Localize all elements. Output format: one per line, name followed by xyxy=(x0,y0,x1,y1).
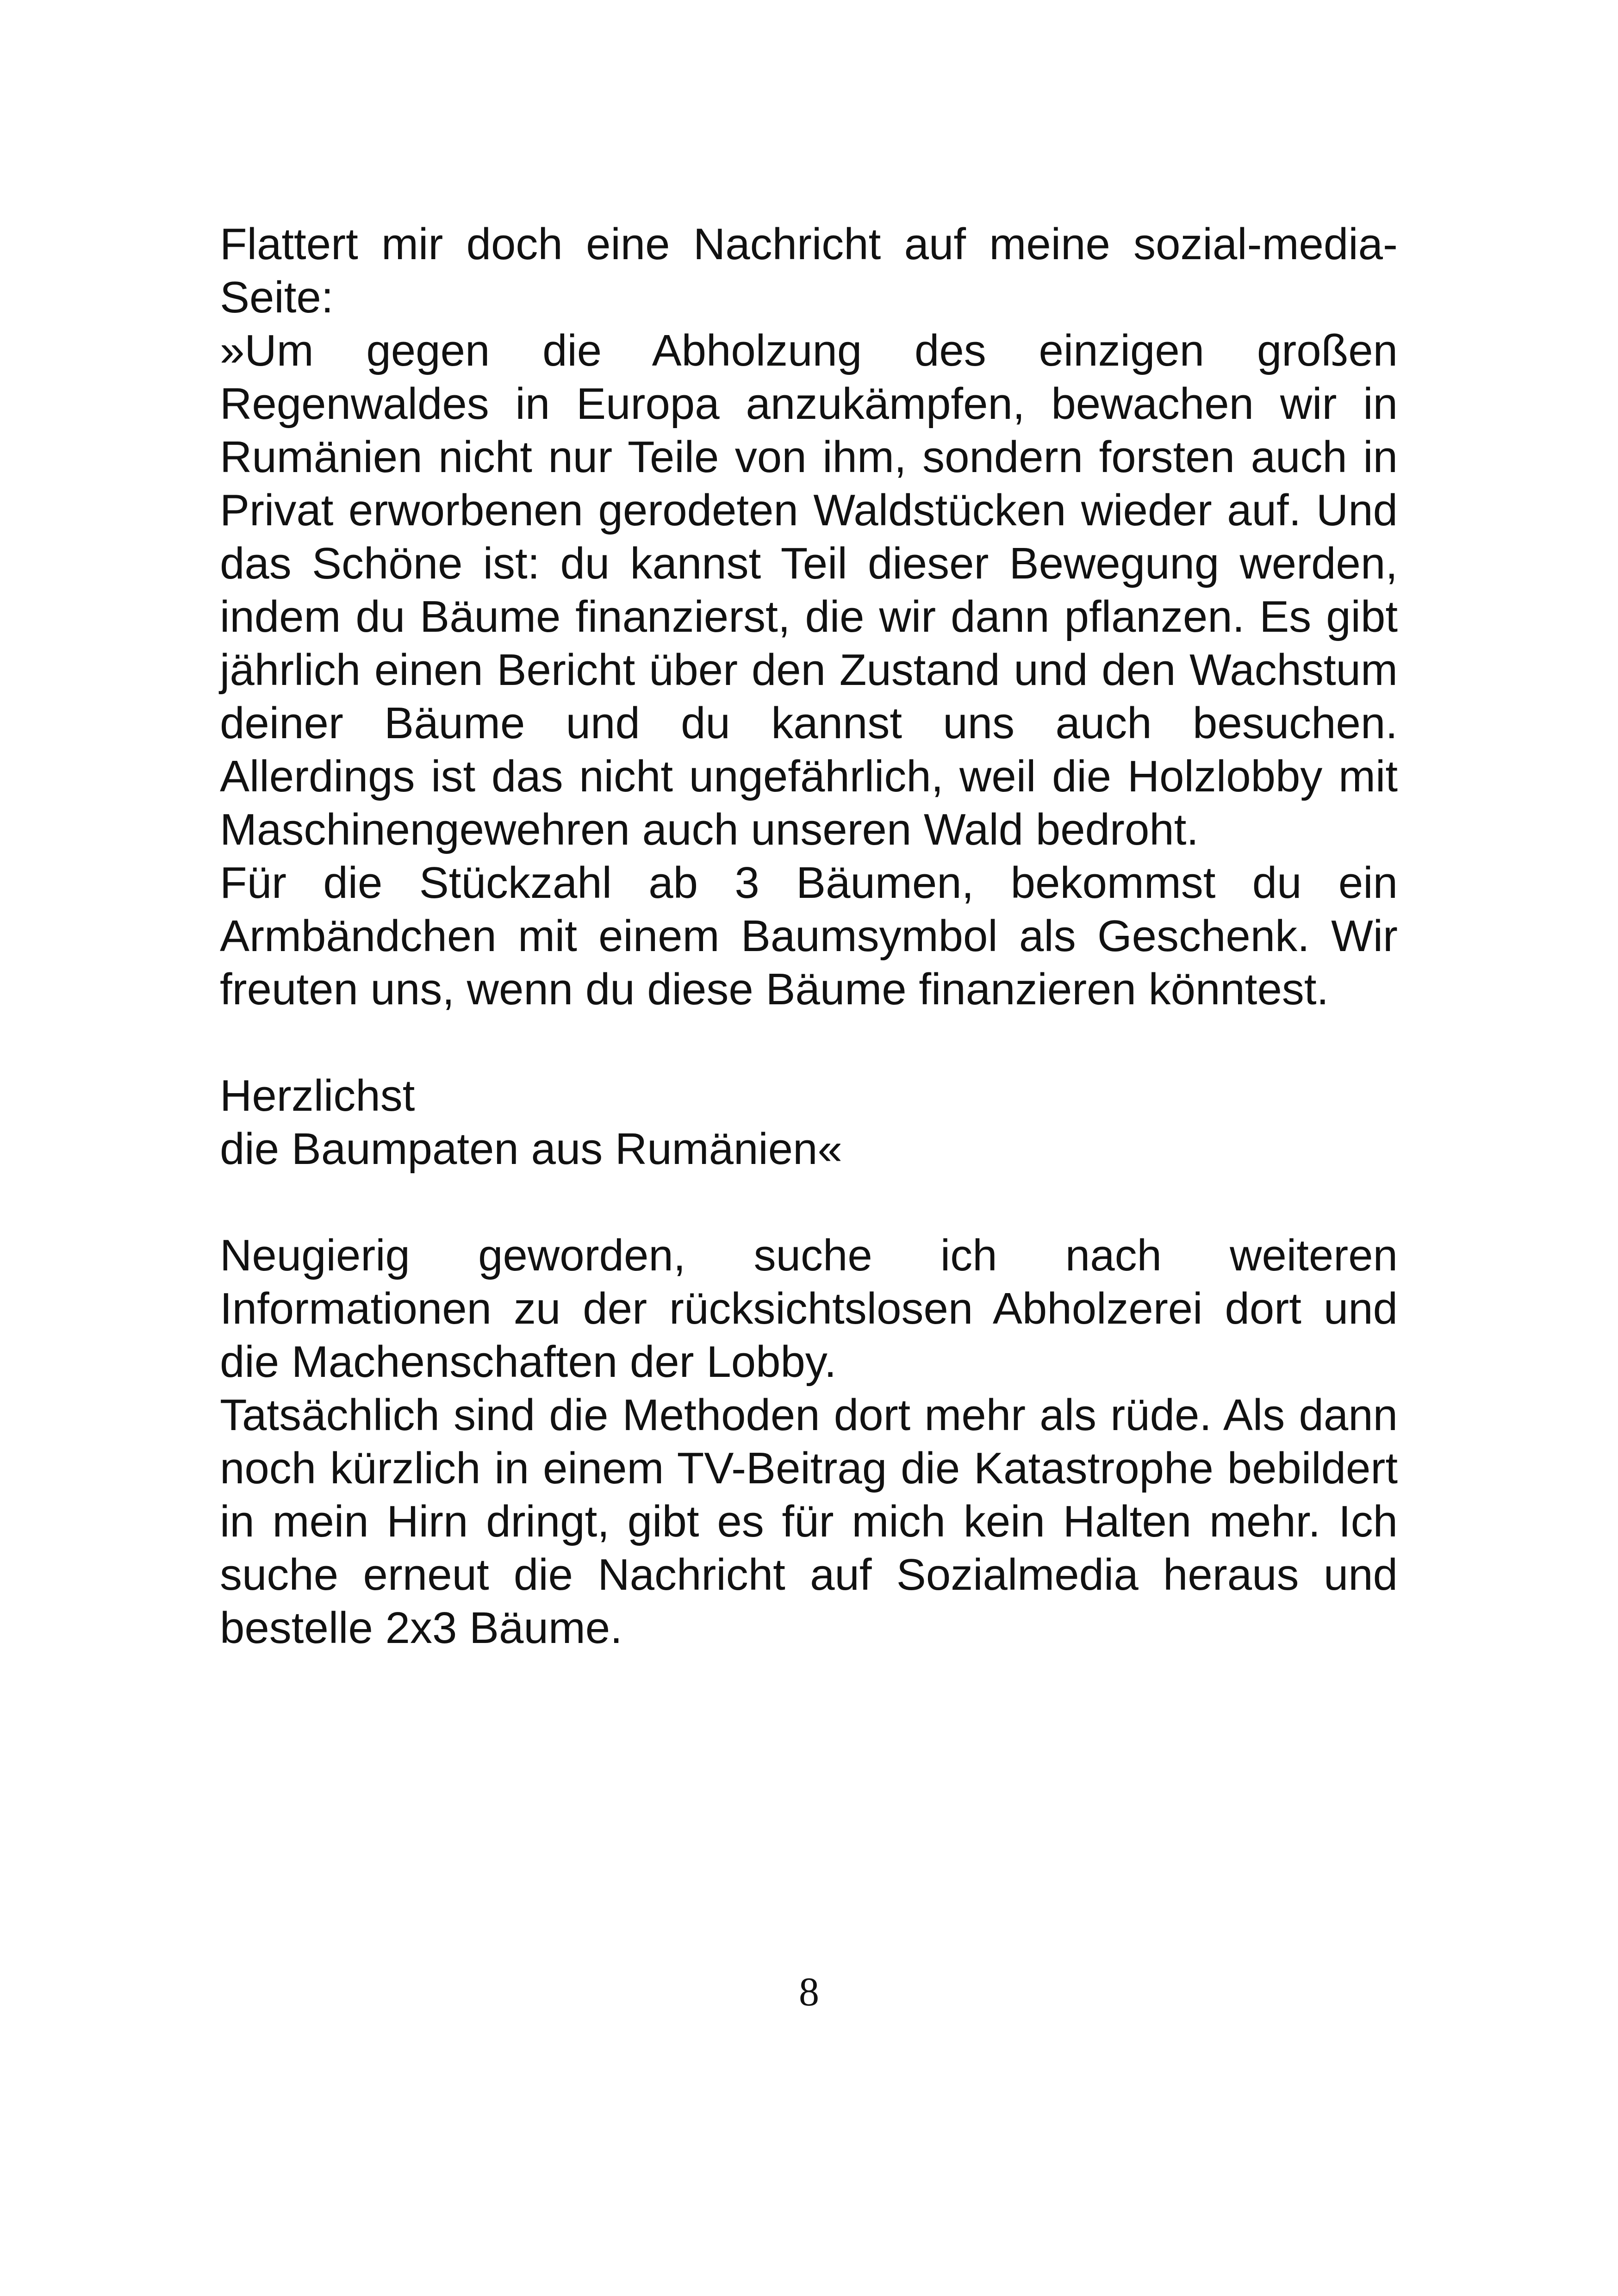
closing-greeting: Herzlichst xyxy=(220,1071,415,1120)
page-number: 8 xyxy=(799,1970,819,2015)
paragraph-curious: Neugierig geworden, suche ich nach weiteren Informationen zu der rücksichtslosen Abholzerei dort und die Machenschaften der Lobby. xyxy=(220,1231,1398,1387)
body-text xyxy=(220,218,1398,1655)
closing-signature: die Baumpaten aus Rumänien« xyxy=(220,1124,842,1174)
blank-line xyxy=(220,1016,1398,1069)
paragraph-gift: Für die Stückzahl ab 3 Bäumen, bekommst du ein Armbändchen mit einem Baumsymbol als Geschenk. Wir freuten uns, wenn du diese Bäume finanzieren könntest. xyxy=(220,858,1398,1014)
paragraph-message: »Um gegen die Abholzung des einzigen großen Regenwaldes in Europa anzukämpfen, bewachen wir in Rumänien nicht nur Teile von ihm, sondern forsten auch in Privat erworbenen gerodeten Waldstücken wieder auf. Und das Schöne ist: du kannst Teil dieser Bewegung werden, indem du Bäume finanzierst, die wir dann pflanzen. Es gibt jährlich einen Bericht über den Zustand und den Wachstum deiner Bäume und du kannst uns auch besuchen. Allerdings ist das nicht ungefährlich, weil die Holzlobby mit Maschinengewehren auch unseren Wald bedroht. xyxy=(220,326,1398,854)
paragraph-intro: Flattert mir doch eine Nachricht auf meine sozial-media-Seite: xyxy=(220,219,1398,322)
blank-line xyxy=(220,1176,1398,1229)
paragraph-decision: Tatsächlich sind die Methoden dort mehr als rüde. Als dann noch kürzlich in einem TV-Beitrag die Katastrophe bebildert in mein Hirn dringt, gibt es für mich kein Halten mehr. Ich suche erneut die Nachricht auf Sozialmedia heraus und bestelle 2x3 Bäume. xyxy=(220,1390,1398,1653)
